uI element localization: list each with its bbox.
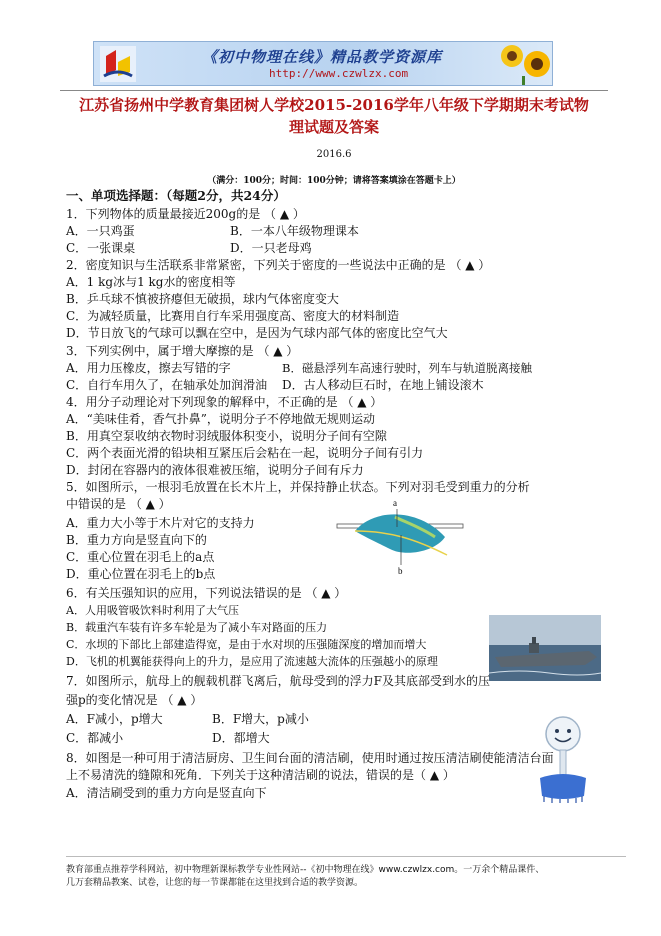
q7-stem-line1: 7．如图所示，航母上的舰载机群飞离后，航母受到的浮力F及其底部受到水的压 (66, 674, 490, 688)
footer-divider (66, 856, 626, 857)
q6-option-a: A．人用吸管吸饮料时利用了大气压 (66, 604, 239, 617)
q7-option-d: D．都增大 (212, 731, 270, 745)
q8-option-a: A．清洁刷受到的重力方向是竖直向下 (66, 786, 267, 800)
q1-option-d: D．一只老母鸡 (230, 241, 312, 255)
label-a: a (393, 498, 397, 508)
banner-url[interactable]: http://www.czwlzx.com (269, 67, 409, 80)
q7-option-b: B．F增大，p减小 (212, 712, 309, 726)
exam-note: （满分：100分；时间：100分钟；请将答案填涂在答题卡上） (207, 176, 461, 186)
q4-stem: 4．用分子动理论对下列现象的解释中，不正确的是 （ ▲ ） (66, 395, 383, 409)
header-banner (93, 41, 553, 86)
q5-stem-line2: 中错误的是 （ ▲ ） (66, 497, 171, 511)
q1-option-c: C．一张课桌 (66, 241, 136, 255)
q6-option-b: B．载重汽车装有许多车轮是为了减小车对路面的压力 (66, 621, 328, 634)
q7-option-a: A．F减小，p增大 (66, 712, 163, 726)
q5-option-c: C．重心位置在羽毛上的a点 (66, 550, 215, 564)
q2-option-b: B．乒乓球不慎被挤瘪但无破损，球内气体密度变大 (66, 292, 339, 306)
q1-option-a: A．一只鸡蛋 (66, 224, 135, 238)
footer-line1: 教育部重点推荐学科网站，初中物理新课标教学专业性网站--《初中物理在线》www.czwlzx.com。一万余个精品课件、 (66, 865, 545, 875)
q3-option-b: B．磁悬浮列车高速行驶时，列车与轨道脱离接触 (282, 361, 532, 375)
q3-option-d: D．古人移动巨石时，在地上铺设滚木 (282, 378, 484, 392)
q5-option-d: D．重心位置在羽毛上的b点 (66, 567, 216, 581)
exam-date: 2016.6 (316, 149, 352, 160)
q4-option-b: B．用真空泵收纳衣物时羽绒服体积变小，说明分子间有空隙 (66, 429, 387, 443)
section-heading: 一、单项选择题：（每题2分，共24分） (66, 188, 286, 203)
sunflower-icon (492, 42, 552, 86)
q2-option-a: A．1 kg冰与1 kg水的密度相等 (66, 275, 236, 289)
q4-option-a: A．“美味佳肴，香气扑鼻”，说明分子不停地做无规则运动 (66, 412, 375, 426)
page-title-line2: 理试题及答案 (288, 118, 379, 136)
q1-stem: 1．下列物体的质量最接近200g的是 （ ▲ ） (66, 207, 305, 221)
q6-stem: 6．有关压强知识的应用，下列说法错误的是 （ ▲ ） (66, 586, 347, 600)
brush-head-icon (546, 717, 580, 751)
q5-option-a: A．重力大小等于木片对它的支持力 (66, 516, 255, 530)
q4-option-d: D．封闭在容器内的液体很难被压缩，说明分子间有斥力 (66, 463, 364, 477)
q7-stem-line2: 强p的变化情况是 （ ▲ ） (66, 693, 203, 707)
q3-option-c: C．自行车用久了，在轴承处加润滑油 (66, 378, 268, 392)
q2-option-d: D．节日放飞的气球可以飘在空中，是因为气球内部气体的密度比空气大 (66, 326, 448, 340)
q7-option-c: C．都减小 (66, 731, 124, 745)
q6-option-d: D．飞机的机翼能获得向上的升力，是应用了流速越大流体的压强越小的原理 (66, 655, 438, 668)
label-b: b (398, 566, 403, 576)
q8-stem-line1: 8．如图是一种可用于清洁厨房、卫生间台面的清洁刷，使用时通过按压清洁刷使能清洁台面 (66, 751, 554, 765)
q3-option-a: A．用力压橡皮，擦去写错的字 (66, 361, 231, 375)
q4-option-c: C．两个表面光滑的铅块相互紧压后会粘在一起，说明分子间有引力 (66, 446, 424, 460)
q6-option-c: C．水坝的下部比上部建造得宽，是由于水对坝的压强随深度的增加而增大 (66, 638, 427, 651)
q5-option-b: B．重力方向是竖直向下的 (66, 533, 207, 547)
q8-stem-line2: 上不易清洗的缝隙和死角．下列关于这种清洁刷的说法，错误的是（ ▲ ） (66, 768, 455, 782)
q3-stem: 3．下列实例中，属于增大摩擦的是 （ ▲ ） (66, 344, 299, 358)
site-logo-icon (100, 46, 136, 82)
q2-option-c: C．为减轻质量，比赛用自行车采用强度高、密度大的材料制造 (66, 309, 400, 323)
aircraft-carrier-photo (489, 615, 601, 681)
footer-line2: 几万套精品教案、试卷，让您的每一节课都能在这里找到合适的教学资源。 (66, 878, 364, 888)
header-divider (60, 90, 608, 91)
banner-title: 《初中物理在线》精品教学资源库 (202, 48, 443, 66)
q5-stem-line1: 5．如图所示，一根羽毛放置在长木片上，并保持静止状态。下列对羽毛受到重力的分析 (66, 480, 530, 494)
page-title: 江苏省扬州中学教育集团树人学校2015-2016学年八年级下学期期末考试物 (79, 96, 589, 114)
q1-option-b: B．一本八年级物理课本 (230, 224, 359, 238)
feather-figure (335, 497, 465, 577)
q2-stem: 2．密度知识与生活联系非常紧密，下列关于密度的一些说法中正确的是 （ ▲ ） (66, 258, 491, 272)
